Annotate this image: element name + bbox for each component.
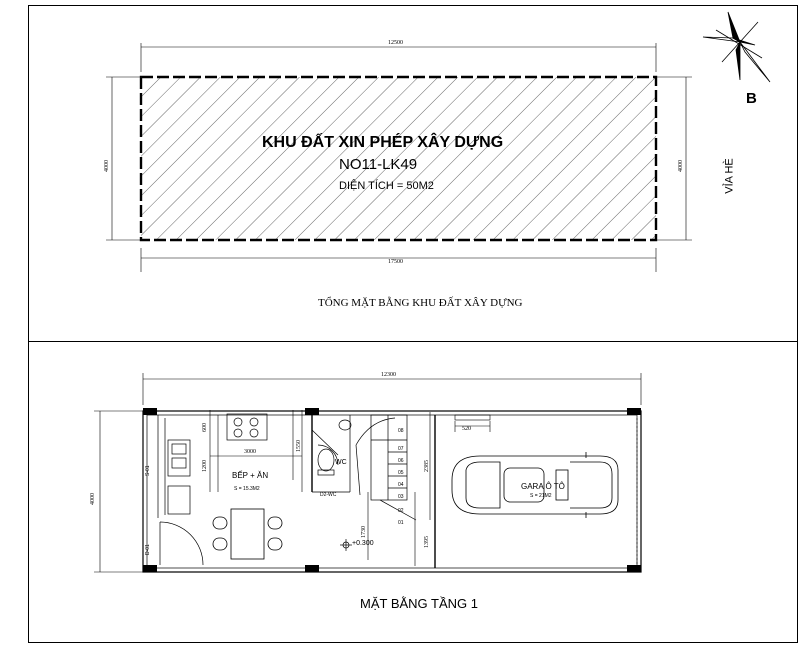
site-dim-right: 4000	[678, 160, 684, 172]
garage-window	[455, 415, 490, 420]
stair-step-01: 01	[398, 520, 404, 526]
dining-table	[213, 509, 282, 559]
north-label: B	[746, 90, 757, 107]
kitchen-counter	[168, 414, 267, 514]
stair-step-06: 06	[398, 458, 404, 464]
door-s1-tag: S-01	[145, 465, 151, 476]
garage-area: S = 21M2	[530, 493, 552, 499]
floor-dim-1550: 1550	[296, 440, 302, 452]
door-d2-tag: D2-WC	[320, 492, 337, 498]
door-d1-tag: D-01	[145, 544, 151, 555]
site-dim-bottom: 17500	[388, 259, 403, 265]
floor-dim-1200: 1200	[202, 460, 208, 472]
floor-dim-520: 520	[462, 426, 471, 432]
stair-step-03: 03	[398, 494, 404, 500]
floor-dim-600: 600	[202, 423, 208, 432]
site-area: DIỆN TÍCH = 50M2	[339, 180, 434, 192]
street-label: VỈA HÈ	[723, 158, 736, 194]
site-dim-top: 12500	[388, 40, 403, 46]
floor-dim-1395: 1395	[424, 536, 430, 548]
stair	[356, 415, 416, 520]
stair-step-08: 08	[398, 428, 404, 434]
stair-step-05: 05	[398, 470, 404, 476]
floor-dim-kitchen: 3000	[244, 449, 256, 455]
kitchen-area: S = 15.3M2	[234, 486, 260, 492]
garage-label: GARA Ô TÔ	[521, 482, 565, 491]
kitchen-label: BẾP + ĂN	[232, 471, 269, 480]
site-title: KHU ĐẤT XIN PHÉP XÂY DỰNG	[262, 134, 504, 151]
north-arrow-icon	[703, 12, 770, 82]
wc-label: WC	[335, 459, 347, 466]
level-marker-icon	[340, 539, 352, 551]
entry-door	[160, 522, 203, 565]
floor-dim-total: 12300	[381, 372, 396, 378]
floor-dim-1730: 1730	[361, 526, 367, 538]
stair-step-04: 04	[398, 482, 404, 488]
floor-dim-2385: 2385	[424, 460, 430, 472]
site-dim-left: 4000	[104, 160, 110, 172]
level-label: +0.300	[352, 540, 374, 547]
stair-step-07: 07	[398, 446, 404, 452]
lot-code: NO11-LK49	[339, 156, 418, 173]
floor-plan-caption: MẶT BẰNG TẦNG 1	[360, 596, 478, 611]
stair-step-02: 02	[398, 508, 404, 514]
site-plan-caption: TỔNG MẶT BẰNG KHU ĐẤT XÂY DỰNG	[318, 297, 523, 309]
wc-fixtures	[312, 420, 351, 475]
floor-dim-left: 4000	[90, 493, 96, 505]
